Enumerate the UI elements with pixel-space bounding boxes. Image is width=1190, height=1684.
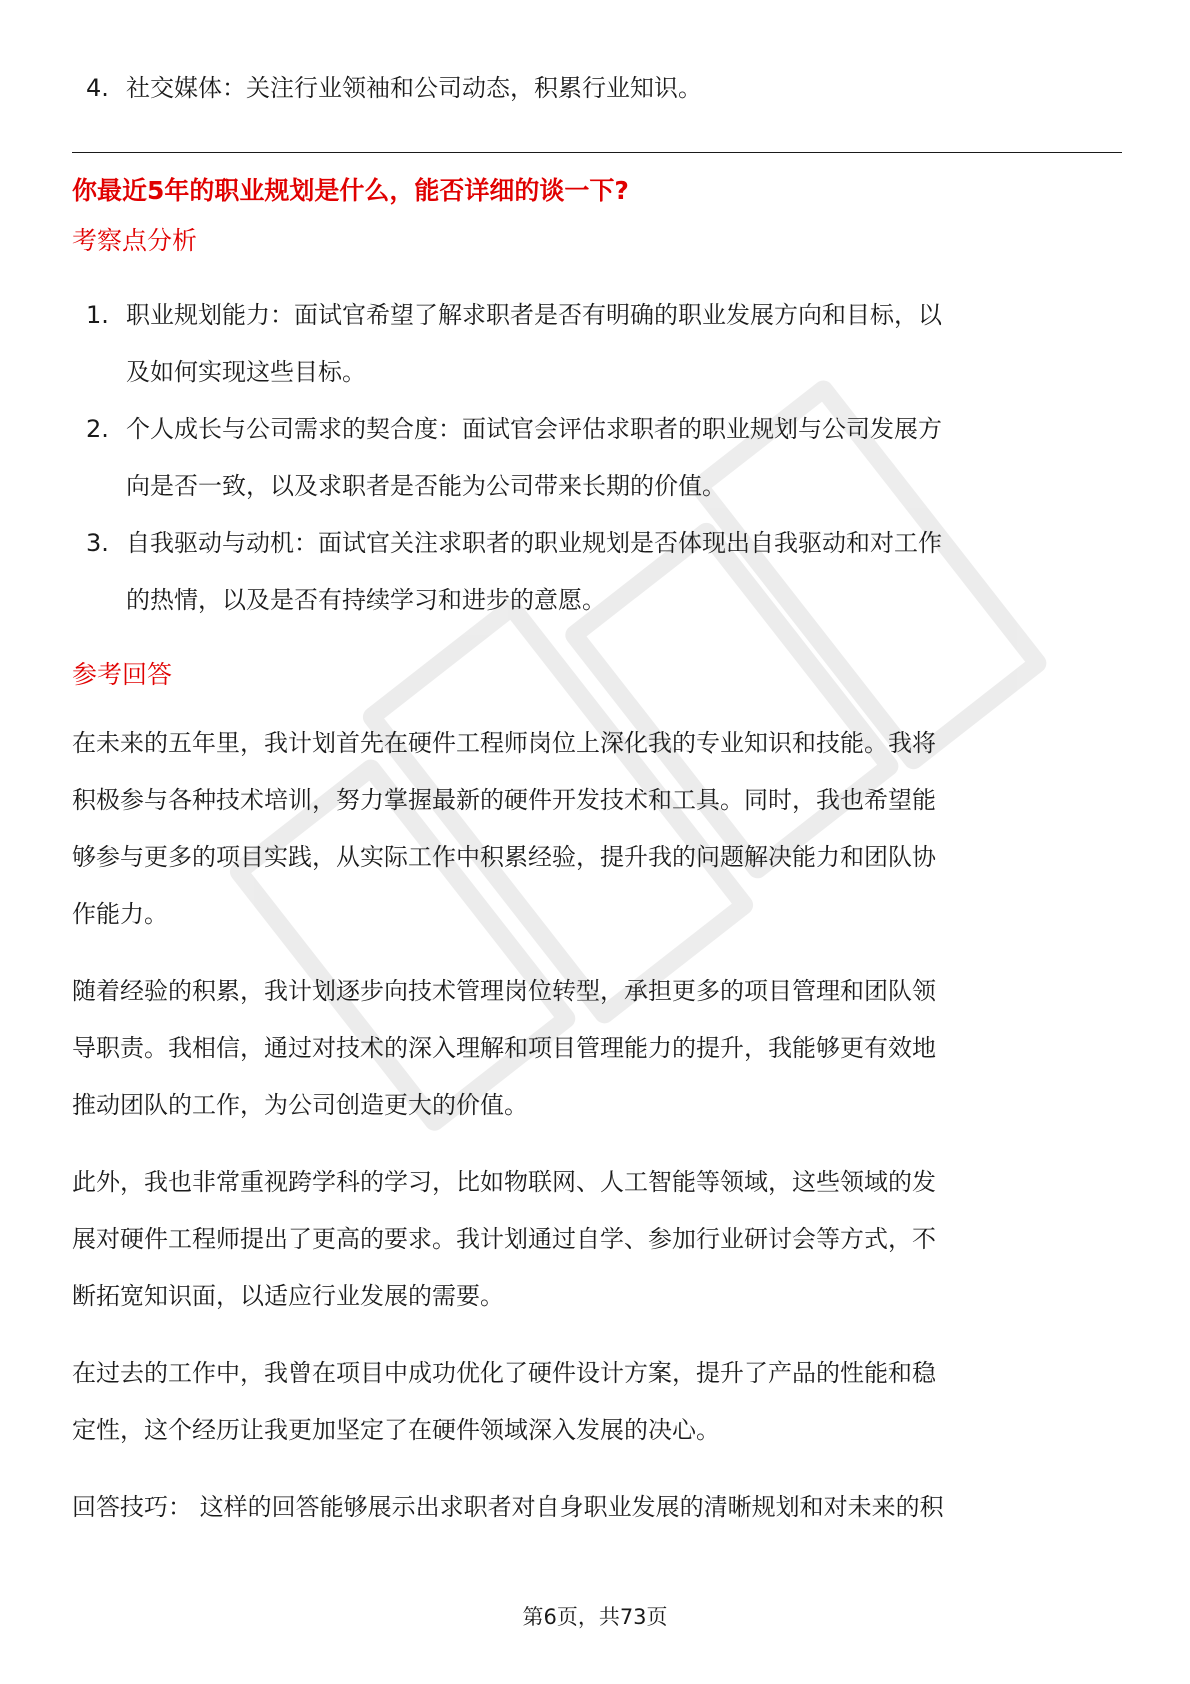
paragraph-line: 够参与更多的项目实践，从实际工作中积累经验，提升我的问题解决能力和团队协 (72, 843, 936, 871)
list-line: 向是否一致，以及求职者是否能为公司带来长期的价值。 (126, 472, 726, 500)
paragraph-line: 展对硬件工程师提出了更高的要求。我计划通过自学、参加行业研讨会等方式，不 (72, 1225, 936, 1253)
paragraph-line: 回答技巧： 这样的回答能够展示出求职者对自身职业发展的清晰规划和对未来的积 (72, 1493, 944, 1521)
list-line: 个人成长与公司需求的契合度：面试官会评估求职者的职业规划与公司发展方 (126, 415, 942, 443)
paragraph-line: 断拓宽知识面，以适应行业发展的需要。 (72, 1282, 504, 1310)
paragraph-line: 定性，这个经历让我更加坚定了在硬件领域深入发展的决心。 (72, 1416, 720, 1444)
list-item (72, 401, 1122, 515)
list-item (72, 287, 1122, 401)
answer-heading: 参考回答 (72, 660, 173, 689)
paragraph-line: 推动团队的工作，为公司创造更大的价值。 (72, 1091, 528, 1119)
answer-paragraph (72, 715, 1122, 943)
paragraph-line: 在未来的五年里，我计划首先在硬件工程师岗位上深化我的专业知识和技能。我将 (72, 729, 936, 757)
answer-paragraph (72, 1154, 1122, 1325)
list-item (72, 60, 1122, 117)
paragraph-line: 积极参与各种技术培训，努力掌握最新的硬件开发技术和工具。同时，我也希望能 (72, 786, 936, 814)
divider (72, 152, 1122, 153)
list-line: 及如何实现这些目标。 (126, 358, 366, 386)
analysis-list (72, 287, 1122, 629)
list-number: 3. (86, 529, 109, 557)
list-line: 的热情，以及是否有持续学习和进步的意愿。 (126, 586, 606, 614)
list-line: 自我驱动与动机：面试官关注求职者的职业规划是否体现出自我驱动和对工作 (126, 529, 942, 557)
list-item (72, 515, 1122, 629)
list-text: 社交媒体：关注行业领袖和公司动态，积累行业知识。 (126, 74, 702, 102)
paragraph-line: 作能力。 (72, 900, 168, 928)
page-footer: 第6页，共73页 (522, 1605, 668, 1629)
list-number: 4. (86, 74, 109, 102)
list-number: 2. (86, 415, 109, 443)
answer-tips-paragraph (72, 1479, 1122, 1536)
answer-paragraph (72, 963, 1122, 1134)
content (72, 60, 1122, 1536)
paragraph-line: 随着经验的积累，我计划逐步向技术管理岗位转型，承担更多的项目管理和团队领 (72, 977, 936, 1005)
answer-paragraph (72, 1345, 1122, 1459)
analysis-heading: 考察点分析 (72, 226, 198, 255)
list-line: 职业规划能力：面试官希望了解求职者是否有明确的职业发展方向和目标，以 (126, 301, 942, 329)
paragraph-line: 此外，我也非常重视跨学科的学习，比如物联网、人工智能等领域，这些领域的发 (72, 1168, 936, 1196)
answer-body (72, 715, 1122, 1536)
list-number: 1. (86, 301, 109, 329)
previous-list (72, 60, 1122, 117)
question-title: 你最近5年的职业规划是什么，能否详细的谈一下? (72, 176, 629, 205)
paragraph-line: 在过去的工作中，我曾在项目中成功优化了硬件设计方案，提升了产品的性能和稳 (72, 1359, 936, 1387)
paragraph-line: 导职责。我相信，通过对技术的深入理解和项目管理能力的提升，我能够更有效地 (72, 1034, 936, 1062)
